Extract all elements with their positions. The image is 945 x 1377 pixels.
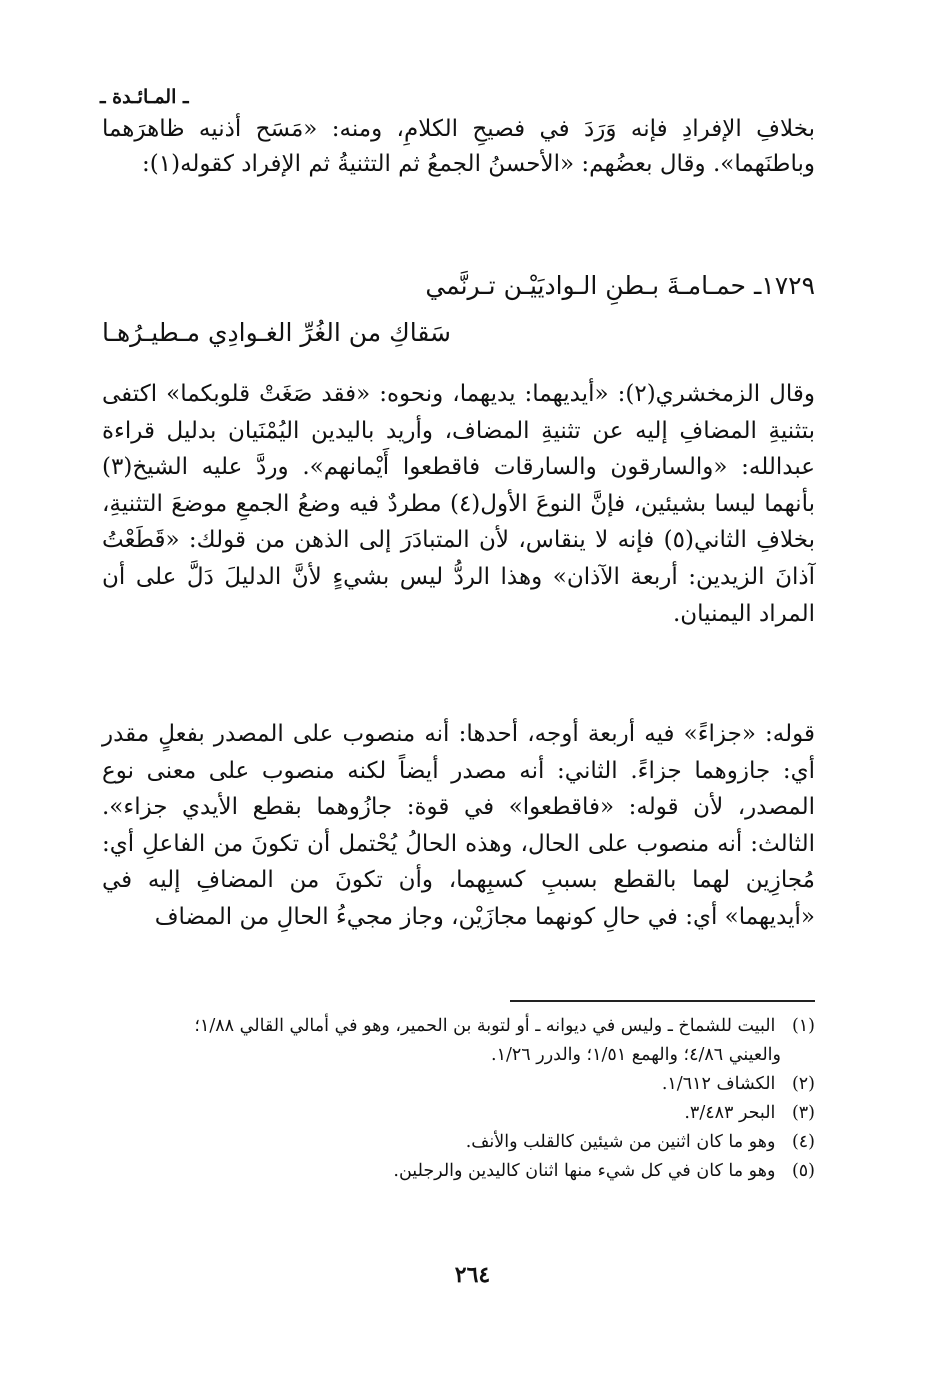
body-paragraph-3 bbox=[102, 716, 815, 935]
body-paragraph-1 bbox=[102, 112, 815, 181]
footnote-number: (٣) bbox=[791, 1103, 815, 1123]
footnote-5 bbox=[102, 1157, 815, 1186]
running-head: ـ المـائـدة ـ bbox=[100, 86, 189, 108]
page-number: ٢٦٤ bbox=[454, 1262, 491, 1288]
footnote-3 bbox=[102, 1099, 815, 1128]
footnote-number: (٢) bbox=[791, 1074, 815, 1094]
footnote-2 bbox=[102, 1070, 815, 1099]
footnote-number: (١) bbox=[791, 1016, 815, 1036]
footnote-text: البيت للشماخ ـ وليس في ديوانه ـ أو لتوبة بن الحمير، وهو في أمالي القالي ١/٨٨؛ bbox=[194, 1016, 776, 1036]
footnote-number: (٤) bbox=[791, 1132, 815, 1152]
verse-second-hemistich: سَقاكِ من الغُرِّ الغـوادِي مـطيـرُهـا bbox=[102, 318, 451, 347]
body-paragraph-2 bbox=[102, 376, 815, 632]
footnote-number: (٥) bbox=[791, 1161, 815, 1181]
footnote-text: الكشاف ١/٦١٢. bbox=[661, 1074, 776, 1094]
footnote-1 bbox=[102, 1012, 815, 1041]
footnote-text: وهو ما كان اثنين من شيئين كالقلب والأنف. bbox=[465, 1132, 776, 1152]
paragraph-text: وقال الزمخشري(٢): «أيديهما: يديهما، ونحوه: «فقد صَغَتْ قلوبكما» اكتفى بتثنيةِ المضافِ إليه عن تثنيةِ المضاف، وأريد باليدين اليُمْنَيان بدليل قراءة عبدالله: «والسارقون والسارقات فاقطعوا أَيْمانهم». وردَّ عليه الشيخ(٣) بأنهما ليسا بشيئين، فإنَّ النوعَ الأول(٤) مطردٌ فيه وضعُ الجمعِ موضعَ التثنيةِ، بخلافِ الثاني(٥) فإنه لا ينقاس، لأن المتبادَرَ إلى الذهن من قولك: «قَطَعْتُ آذانَ الزيدين: أربعة الآذان» وهذا الردُّ ليس بشيءٍ لأنَّ الدليلَ دَلَّ على أن المراد اليمنيان. bbox=[102, 381, 815, 627]
paragraph-text: بخلافِ الإفرادِ فإنه وَرَدَ في فصيحِ الكلامِ، ومنه: «مَسَح أذنيه ظاهرَهما وباطنَهما». وقال بعضُهم: «الأحسنُ الجمعُ ثم التثنيةُ ثم الإفراد كقوله(١): bbox=[102, 116, 815, 177]
footnotes bbox=[102, 1012, 815, 1186]
poetry-verse bbox=[102, 262, 815, 356]
footnote-divider bbox=[510, 1000, 815, 1002]
footnote-text: البحر ٣/٤٨٣. bbox=[684, 1103, 776, 1123]
footnote-4 bbox=[102, 1128, 815, 1157]
footnote-1-continuation: والعيني ٤/٨٦؛ والهمع ١/٥١؛ والدرر ١/٢٦. bbox=[491, 1045, 781, 1065]
paragraph-text: قوله: «جزاءً» فيه أربعة أوجه، أحدها: أنه منصوب على المصدر بفعلٍ مقدر أي: جازوهما جزاءً. الثاني: أنه مصدر أيضاً لكنه منصوب على معنى نوع المصدر، لأن قوله: «فاقطعوا» في قوة: جازُوهما بقطع الأيدي جزاء». الثالث: أنه منصوب على الحال، وهذه الحالُ يُحْتمل أن تكونَ من الفاعلِ أي: مُجازِين لهما بالقطع بسببِ كسبِهما، وأن تكونَ من المضافِ إليه في «أيديهما» أي: في حالِ كونهما مجازَيْن، وجاز مجيءُ الحالِ من المضاف bbox=[102, 721, 815, 930]
verse-first-hemistich: ١٧٢٩ـ حمـامـةَ بـطنِ الـواديَيْـن تـرنَّمي bbox=[425, 271, 815, 300]
footnote-text: وهو ما كان في كل شيء منها اثنان كاليدين والرجلين. bbox=[393, 1161, 776, 1181]
